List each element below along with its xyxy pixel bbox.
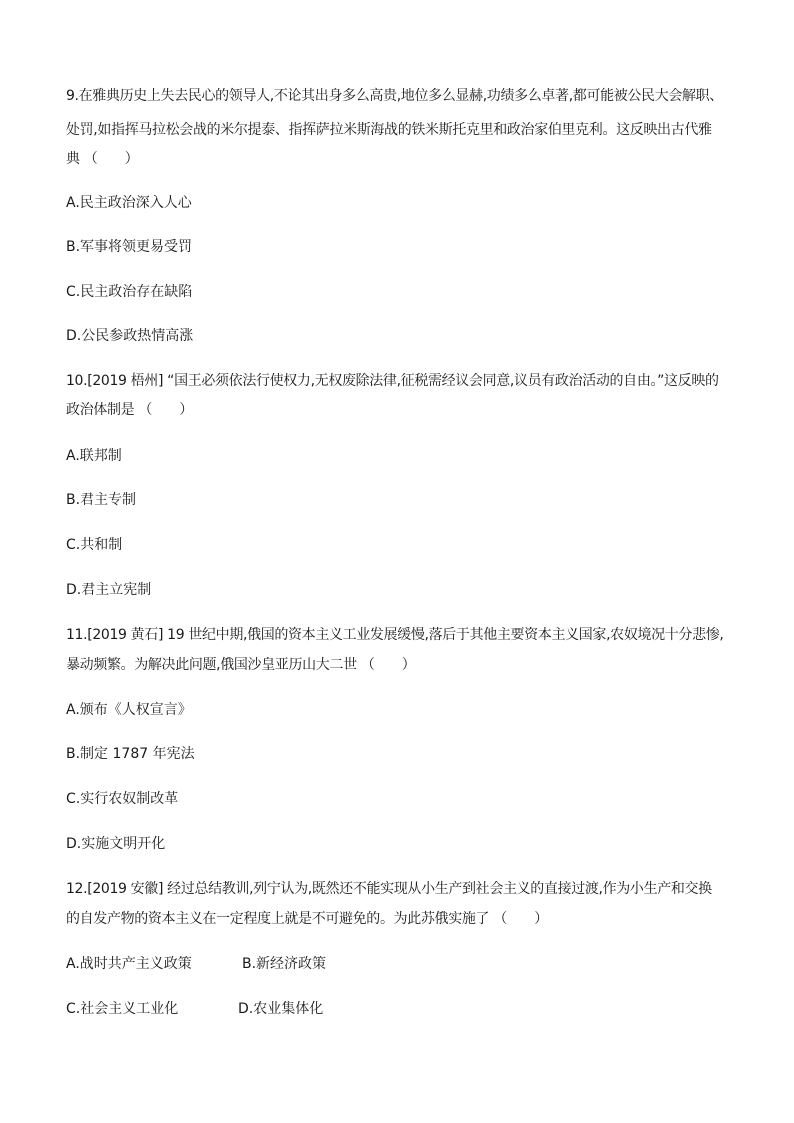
option-a: A.战时共产主义政策 — [66, 956, 192, 972]
question-stem-line: 典 （ ） — [66, 151, 139, 167]
question-stem-line: 暴动频繁。为解决此问题,俄国沙皇亚历山大二世 （ ） — [66, 657, 416, 673]
question-stem-line: 10.[2019 梧州] “国王必须依法行使权力,无权废除法律,征税需经议会同意,议员有政治活动的自由。”这反映的 — [66, 373, 719, 389]
question-stem-line: 11.[2019 黄石] 19 世纪中期,俄国的资本主义工业发展缓慢,落后于其他主要资本主义国家,农奴境况十分悲惨, — [66, 627, 724, 643]
option-a: A.民主政治深入人心 — [66, 195, 192, 211]
option-d: D.公民参政热情高涨 — [66, 328, 194, 344]
option-a: A.联邦制 — [66, 448, 122, 464]
option-b: B.军事将领更易受罚 — [66, 239, 193, 255]
option-c: C.共和制 — [66, 537, 123, 553]
option-c: C.实行农奴制改革 — [66, 791, 179, 807]
option-b: B.新经济政策 — [242, 956, 327, 972]
question-stem-line: 12.[2019 安徽] 经过总结教训,列宁认为,既然还不能实现从小生产到社会主义的直接过渡,作为小生产和交换 — [66, 881, 712, 897]
question-stem-line: 的自发产物的资本主义在一定程度上就是不可避免的。为此苏俄实施了 （ ） — [66, 911, 548, 927]
question-stem-line: 9.在雅典历史上失去民心的领导人,不论其出身多么高贵,地位多么显赫,功绩多么卓著,都可能被公民大会解职、 — [66, 88, 723, 104]
option-a: A.颁布《人权宣言》 — [66, 702, 192, 718]
option-d: D.农业集体化 — [238, 1001, 324, 1017]
option-b: B.君主专制 — [66, 492, 137, 508]
option-c: C.社会主义工业化 — [66, 1001, 179, 1017]
question-stem-line: 政治体制是 （ ） — [66, 402, 193, 418]
option-d: D.实施文明开化 — [66, 836, 166, 852]
option-b: B.制定 1787 年宪法 — [66, 746, 195, 762]
option-c: C.民主政治存在缺陷 — [66, 284, 193, 300]
question-stem-line: 处罚,如指挥马拉松会战的米尔提泰、指挥萨拉米斯海战的铁米斯托克里和政治家伯里克利。这反映出古代雅 — [66, 122, 712, 138]
option-d: D.君主立宪制 — [66, 582, 152, 598]
